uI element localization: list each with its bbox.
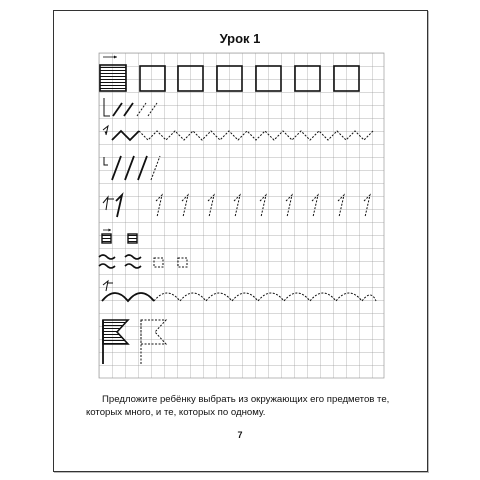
grid-area — [99, 53, 384, 378]
lesson-title: Урок 1 — [219, 31, 261, 46]
page-number: 7 — [237, 430, 243, 440]
instruction-text: Предложите ребёнку выбрать из окружающих его предметов те, которых много, и те, которых по одному. — [86, 394, 390, 418]
